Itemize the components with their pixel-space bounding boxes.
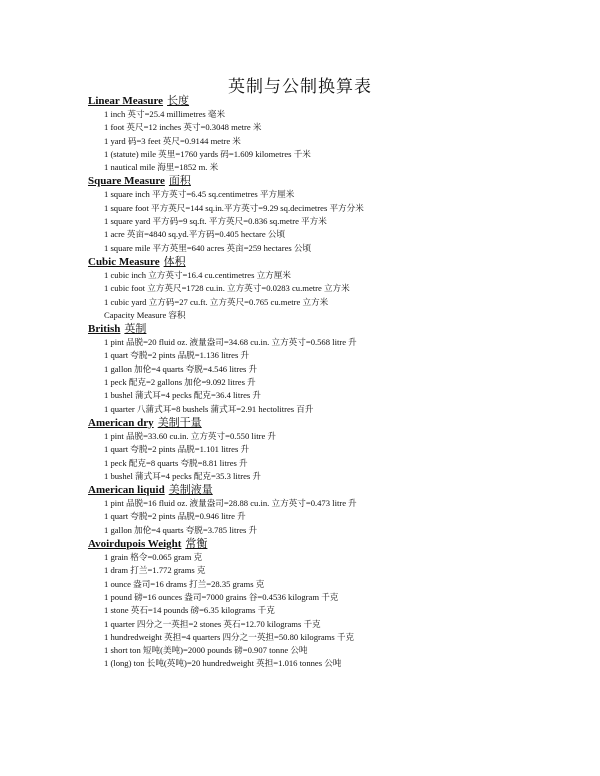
section-square-measure bbox=[88, 174, 568, 254]
list-item: 1 cubic foot 立方英尺=1728 cu.in. 立方英寸=0.0283 cu.metre 立方米 bbox=[104, 283, 350, 294]
section-heading-en: American liquid bbox=[88, 484, 165, 497]
list-item: 1 foot 英尺=12 inches 英寸=0.3048 metre 米 bbox=[104, 122, 262, 133]
page-title: 英制与公制换算表 bbox=[228, 77, 372, 96]
list-item: 1 inch 英寸=25.4 millimetres 毫米 bbox=[104, 109, 226, 119]
section-cubic-measure bbox=[88, 255, 568, 322]
section-heading-zh: 体积 bbox=[163, 255, 186, 268]
section-heading bbox=[88, 537, 568, 551]
list-item: 1 yard 码=3 feet 英尺=0.9144 metre 米 bbox=[104, 135, 241, 146]
list-item: 1 (statute) mile 英里=1760 yards 码=1.609 kilometres 千米 bbox=[104, 148, 311, 159]
list-item: 1 square yard 平方码=9 sq.ft. 平方英尺=0.836 sq.metre 平方米 bbox=[104, 216, 327, 227]
section-british bbox=[88, 322, 568, 416]
list-item: 1 nautical mile 海里=1852 m. 米 bbox=[104, 162, 219, 173]
section-heading-en: Linear Measure bbox=[88, 95, 164, 107]
list-item: 1 bushel 蒲式耳=4 pecks 配克=35.3 litres 升 bbox=[104, 470, 261, 481]
section-heading bbox=[88, 255, 568, 269]
section-heading-en: Cubic Measure bbox=[88, 255, 160, 268]
list-item: 1 grain 格令=0.065 gram 克 bbox=[104, 552, 203, 563]
section-avoirdupois-weight bbox=[88, 537, 568, 671]
list-item: 1 gallon 加伦=4 quarts 夸脱=4.546 litres 升 bbox=[104, 363, 258, 374]
conversion-table bbox=[88, 94, 568, 671]
section-heading-en: Square Measure bbox=[88, 175, 165, 188]
list-item: 1 quarter 四分之一英担=2 stones 英石=12.70 kilograms 千克 bbox=[104, 618, 321, 629]
list-item: 1 cubic inch 立方英寸=16.4 cu.centimetres 立方厘米 bbox=[104, 269, 291, 280]
list-item: 1 peck 配克=8 quarts 夸脱=8.81 litres 升 bbox=[104, 457, 248, 468]
list-item: 1 dram 打兰=1.772 grams 克 bbox=[104, 565, 206, 576]
list-item: 1 (long) ton 长吨(英吨)=20 hundredweight 英担=1.016 tonnes 公吨 bbox=[104, 658, 342, 669]
section-heading-zh: 常衡 bbox=[185, 538, 208, 551]
list-item: 1 pint 品脱=33.60 cu.in. 立方英寸=0.550 litre 升 bbox=[104, 430, 277, 441]
section-heading bbox=[88, 483, 568, 497]
list-item: 1 quart 夸脱=2 pints 品脱=1.136 litres 升 bbox=[104, 350, 250, 361]
list-item: 1 ounce 盎司=16 drams 打兰=28.35 grams 克 bbox=[104, 578, 265, 589]
section-heading-en: American dry bbox=[88, 416, 154, 429]
list-item: 1 pint 品脱=16 fluid oz. 液量盎司=28.88 cu.in. 立方英寸=0.473 litre 升 bbox=[104, 498, 357, 509]
section-heading-zh: 英制 bbox=[124, 323, 147, 336]
list-item: 1 square inch 平方英寸=6.45 sq.centimetres 平方厘米 bbox=[104, 189, 295, 200]
list-item: 1 quart 夸脱=2 pints 品脱=1.101 litres 升 bbox=[104, 444, 250, 455]
section-heading-zh: 面积 bbox=[168, 175, 191, 188]
section-heading-zh: 美制液量 bbox=[168, 484, 213, 497]
list-item: 1 short ton 短吨(美吨)=2000 pounds 磅=0.907 tonne 公吨 bbox=[104, 645, 308, 656]
section-american-liquid bbox=[88, 483, 568, 537]
list-item: 1 bushel 蒲式耳=4 pecks 配克=36.4 litres 升 bbox=[104, 390, 261, 401]
list-item: 1 stone 英石=14 pounds 磅=6.35 kilograms 千克 bbox=[104, 605, 275, 616]
list-item: 1 acre 英亩=4840 sq.yd.平方码=0.405 hectare 公顷 bbox=[104, 229, 286, 240]
section-heading bbox=[88, 94, 568, 108]
section-american-dry bbox=[88, 416, 568, 483]
list-item: 1 gallon 加伦=4 quarts 夸脱=3.785 litres 升 bbox=[104, 524, 258, 535]
section-heading-zh: 长度 bbox=[167, 95, 190, 107]
list-item: 1 square foot 平方英尺=144 sq.in.平方英寸=9.29 sq.decimetres 平方分米 bbox=[104, 202, 364, 213]
section-linear-measure bbox=[88, 94, 568, 174]
section-heading-en: Avoirdupois Weight bbox=[88, 538, 182, 551]
list-item: 1 square mile 平方英里=640 acres 英亩=259 hectares 公顷 bbox=[104, 242, 312, 253]
list-item: 1 pint 品脱=20 fluid oz. 液量盎司=34.68 cu.in. 立方英寸=0.568 litre 升 bbox=[104, 337, 357, 348]
list-item: 1 pound 磅=16 ounces 盎司=7000 grains 谷=0.4536 kilogram 千克 bbox=[104, 591, 339, 602]
list-item: 1 quart 夸脱=2 pints 品脱=0.946 litre 升 bbox=[104, 511, 246, 522]
list-item: 1 hundredweight 英担=4 quarters 四分之一英担=50.80 kilograms 千克 bbox=[104, 631, 355, 642]
section-heading-zh: 美制干量 bbox=[157, 416, 202, 429]
section-heading-en: British bbox=[88, 323, 121, 336]
list-item: Capacity Measure 容积 bbox=[104, 309, 186, 320]
list-item: 1 peck 配克=2 gallons 加伦=9.092 litres 升 bbox=[104, 377, 256, 388]
section-heading bbox=[88, 416, 568, 430]
list-item: 1 cubic yard 立方码=27 cu.ft. 立方英尺=0.765 cu.metre 立方米 bbox=[104, 296, 329, 307]
list-item: 1 quarter 八蒲式耳=8 bushels 蒲式耳=2.91 hectolitres 百升 bbox=[104, 403, 314, 414]
section-heading bbox=[88, 174, 568, 188]
section-heading bbox=[88, 322, 568, 336]
